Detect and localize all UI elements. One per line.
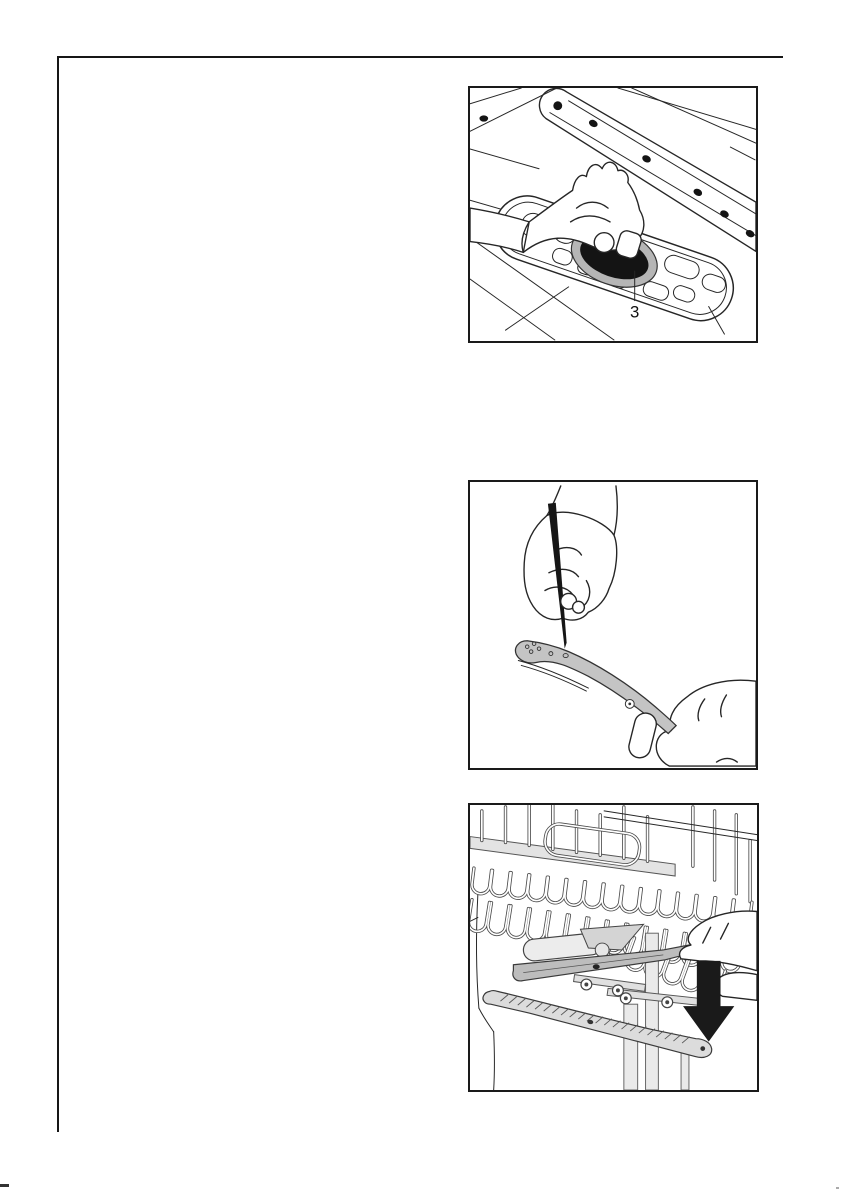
crop-mark-bottom-left: [0, 1184, 9, 1187]
spray-arm-removal-illustration: [470, 805, 757, 1090]
figure-filter-removal: [468, 86, 758, 343]
figure-spray-arm-cleaning: [468, 480, 758, 770]
page-top-rule: [57, 56, 783, 58]
spray-arm-cleaning-illustration: [470, 482, 756, 768]
part-label-3: 3: [630, 302, 640, 322]
thumb: [627, 711, 659, 760]
figure-spray-arm-removal: [468, 803, 759, 1092]
page-left-rule: [57, 56, 59, 1132]
filter-removal-illustration: [470, 88, 756, 341]
crop-mark-bottom-right: [836, 1187, 839, 1189]
